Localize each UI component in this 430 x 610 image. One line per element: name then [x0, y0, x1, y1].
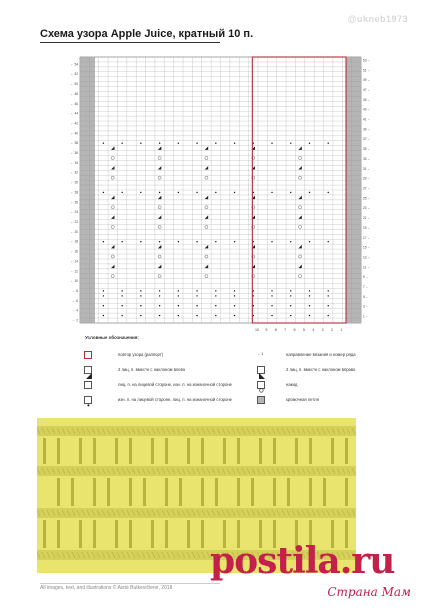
legend-label-knit: лиц. п. на лицевой стороне, изн. п. на изнаночной стороне: [118, 382, 232, 387]
purl-dot: [328, 241, 329, 242]
purl-dot: [215, 192, 216, 193]
lace-column: [201, 520, 204, 548]
purl-dot: [121, 290, 122, 291]
lace-column: [43, 520, 46, 548]
lace-column: [273, 438, 276, 464]
row-label-right: 53 ←: [363, 58, 371, 63]
row-label-left: ← 54: [70, 62, 78, 67]
purl-dot: [178, 290, 179, 291]
copyright-footer: All images, text, and illustrations © Aistė Butkevičienė, 2018: [40, 585, 173, 591]
row-label-left: ← 16: [70, 249, 78, 254]
dot-cell-icon: [84, 396, 92, 404]
purl-dot: [328, 315, 329, 316]
purl-dot: [103, 241, 104, 242]
site-logo: [210, 540, 415, 602]
purl-dot: [234, 295, 235, 296]
logo-wordmark: postila.ru: [210, 540, 395, 582]
column-label: 1: [340, 328, 343, 332]
purl-dot: [215, 143, 216, 144]
lace-column: [179, 478, 182, 506]
purl-dot: [271, 295, 272, 296]
lace-column: [201, 438, 204, 464]
purl-dot: [121, 295, 122, 296]
purl-dot: [178, 143, 179, 144]
column-label: 5: [302, 328, 305, 332]
column-label: 2: [330, 328, 333, 332]
row-label-left: ← 40: [70, 131, 78, 136]
row-label-left: ← 52: [70, 72, 78, 77]
row-label-left: ← 48: [70, 91, 78, 96]
page-title: Схема узора Apple Juice, кратный 10 п.: [40, 28, 254, 40]
row-label-left: ← 2: [72, 318, 78, 323]
row-label-left: ← 36: [70, 151, 78, 156]
purl-dot: [309, 315, 310, 316]
row-label-left: ← 32: [70, 170, 78, 175]
row-label-left: ← 18: [70, 239, 78, 244]
lace-column: [323, 478, 326, 506]
row-label-right: 37 ←: [363, 137, 371, 142]
row-label-left: ← 6: [72, 298, 78, 303]
row-label-right: 11 ←: [363, 265, 371, 270]
row-label-left: ← 30: [70, 180, 78, 185]
purl-dot: [196, 290, 197, 291]
purl-dot: [159, 241, 160, 242]
purl-dot: [271, 315, 272, 316]
row-label-right: 7 ←: [363, 285, 369, 290]
edge-stitch-icon: [257, 396, 265, 404]
purl-dot: [271, 143, 272, 144]
purl-dot: [178, 295, 179, 296]
purl-dot: [309, 241, 310, 242]
lace-column: [259, 438, 262, 464]
purl-dot: [215, 305, 216, 306]
lace-column: [187, 520, 190, 548]
row-label-right: 49 ←: [363, 78, 371, 83]
logo-subtitle: Страна Мам: [327, 585, 411, 599]
row-label-right: 9 ←: [363, 275, 369, 280]
lace-column: [237, 438, 240, 464]
column-label: 6: [293, 328, 296, 332]
row-label-left: ← 4: [72, 308, 78, 313]
purl-dot: [140, 295, 141, 296]
legend-label-direction: направление вязания и номер ряда: [286, 352, 356, 357]
lace-column: [151, 520, 154, 548]
legend-label-yarn-over: накид: [286, 382, 298, 387]
lace-column: [165, 478, 168, 506]
purl-dot: [103, 315, 104, 316]
row-label-right: 5 ←: [363, 294, 369, 299]
purl-dot: [234, 241, 235, 242]
legend-label-edge: кромочная петля: [286, 397, 319, 402]
row-label-right: 31 ←: [363, 166, 371, 171]
row-label-right: 47 ←: [363, 87, 371, 92]
purl-dot: [309, 295, 310, 296]
row-label-left: ← 50: [70, 82, 78, 87]
row-label-right: 17 ←: [363, 235, 371, 240]
row-label-left: ← 44: [70, 111, 78, 116]
k2tog-left-icon: [84, 366, 92, 374]
purl-dot: [178, 241, 179, 242]
purl-dot: [215, 295, 216, 296]
row-label-right: 13 ←: [363, 255, 371, 260]
row-label-left: ← 8: [72, 288, 78, 293]
purl-dot: [103, 295, 104, 296]
direction-arrow-icon: ←1: [257, 351, 264, 356]
row-label-left: ← 20: [70, 229, 78, 234]
column-label: 4: [312, 328, 315, 332]
lace-column: [309, 438, 312, 464]
lace-column: [129, 438, 132, 464]
lace-column: [143, 478, 146, 506]
lace-column: [93, 438, 96, 464]
purl-dot: [121, 192, 122, 193]
column-label: 7: [284, 328, 287, 332]
purl-dot: [103, 192, 104, 193]
legend-label-k2tog-left: 2 лиц. п. вместе с наклоном влево: [118, 367, 186, 372]
row-label-right: 19 ←: [363, 225, 371, 230]
purl-dot: [159, 143, 160, 144]
purl-dot: [140, 315, 141, 316]
purl-dot: [103, 305, 104, 306]
purl-dot: [309, 143, 310, 144]
purl-dot: [328, 143, 329, 144]
row-label-right: 35 ←: [363, 147, 371, 152]
purl-dot: [178, 315, 179, 316]
purl-dot: [121, 305, 122, 306]
row-label-right: 51 ←: [363, 68, 371, 73]
purl-dot: [215, 315, 216, 316]
row-label-left: ← 26: [70, 200, 78, 205]
purl-dot: [196, 295, 197, 296]
lace-column: [287, 478, 290, 506]
purl-dot: [290, 241, 291, 242]
purl-dot: [196, 192, 197, 193]
purl-dot: [234, 290, 235, 291]
lace-column: [129, 520, 132, 548]
row-label-left: ← 22: [70, 220, 78, 225]
row-label-right: 33 ←: [363, 156, 371, 161]
purl-dot: [140, 241, 141, 242]
lace-column: [107, 478, 110, 506]
purl-dot: [103, 290, 104, 291]
row-label-left: ← 46: [70, 101, 78, 106]
purl-dot: [159, 290, 160, 291]
purl-dot: [234, 305, 235, 306]
lace-column: [237, 478, 240, 506]
lace-column: [71, 478, 74, 506]
purl-dot: [178, 192, 179, 193]
row-label-left: ← 24: [70, 210, 78, 215]
lace-column: [251, 478, 254, 506]
lace-column: [57, 438, 60, 464]
purl-dot: [234, 192, 235, 193]
row-label-right: 39 ←: [363, 127, 371, 132]
row-label-right: 27 ←: [363, 186, 371, 191]
purl-dot: [178, 305, 179, 306]
purl-dot: [309, 290, 310, 291]
purl-dot: [140, 192, 141, 193]
repeat-box-icon: [84, 351, 92, 359]
lace-column: [79, 438, 82, 464]
lace-column: [115, 520, 118, 548]
lace-column: [79, 520, 82, 548]
row-label-left: ← 38: [70, 141, 78, 146]
purl-dot: [309, 305, 310, 306]
lace-column: [295, 438, 298, 464]
row-label-left: ← 10: [70, 279, 78, 284]
purl-dot: [290, 192, 291, 193]
purl-dot: [328, 295, 329, 296]
column-label: 10: [255, 328, 260, 332]
k2tog-right-icon: [257, 366, 265, 374]
purl-dot: [196, 315, 197, 316]
purl-dot: [159, 305, 160, 306]
purl-dot: [271, 305, 272, 306]
row-label-left: ← 42: [70, 121, 78, 126]
purl-dot: [159, 192, 160, 193]
column-label: 3: [321, 328, 324, 332]
purl-dot: [234, 315, 235, 316]
row-label-left: ← 28: [70, 190, 78, 195]
purl-dot: [234, 143, 235, 144]
purl-dot: [196, 143, 197, 144]
purl-dot: [121, 315, 122, 316]
row-label-right: 45 ←: [363, 97, 371, 102]
purl-dot: [215, 241, 216, 242]
purl-dot: [196, 305, 197, 306]
lace-column: [93, 520, 96, 548]
purl-dot: [196, 241, 197, 242]
lace-column: [273, 478, 276, 506]
purl-dot: [290, 290, 291, 291]
lace-column: [165, 520, 168, 548]
purl-dot: [121, 143, 122, 144]
footer-divider: [40, 583, 220, 584]
lace-column: [151, 438, 154, 464]
lace-column: [93, 478, 96, 506]
row-label-right: 3 ←: [363, 304, 369, 309]
purl-dot: [328, 192, 329, 193]
lace-column: [331, 438, 334, 464]
empty-cell-icon: [84, 381, 92, 389]
purl-dot: [121, 241, 122, 242]
purl-dot: [103, 143, 104, 144]
purl-dot: [328, 305, 329, 306]
purl-dot: [290, 295, 291, 296]
row-label-right: 21 ←: [363, 216, 371, 221]
watermark-handle: @ukneb1973: [347, 14, 408, 24]
legend-label-repeat: повтор узора (раппорт): [118, 352, 164, 357]
row-label-left: ← 34: [70, 160, 78, 165]
purl-dot: [215, 290, 216, 291]
purl-dot: [271, 241, 272, 242]
row-label-left: ← 12: [70, 269, 78, 274]
yarn-over-icon: [257, 381, 265, 389]
lace-column: [215, 478, 218, 506]
purl-dot: [271, 192, 272, 193]
lace-column: [345, 438, 348, 464]
purl-dot: [290, 305, 291, 306]
row-label-right: 25 ←: [363, 196, 371, 201]
row-label-left: ← 14: [70, 259, 78, 264]
lace-column: [129, 478, 132, 506]
lace-column: [115, 438, 118, 464]
lace-column: [165, 438, 168, 464]
legend-label-purl: изн. п. на лицевой стороне, лиц. п. на изнаночной стороне: [118, 397, 232, 402]
purl-dot: [140, 290, 141, 291]
row-label-right: 1 ←: [363, 314, 369, 319]
legend-label-k2tog-right: 2 лиц. п. вместе с наклоном вправо: [286, 367, 356, 372]
row-label-right: 15 ←: [363, 245, 371, 250]
purl-dot: [290, 315, 291, 316]
column-label: 9: [265, 328, 268, 332]
lace-column: [223, 438, 226, 464]
legend-title: Условные обозначения:: [85, 335, 139, 340]
column-label: 8: [274, 328, 277, 332]
purl-dot: [328, 290, 329, 291]
lace-column: [57, 520, 60, 548]
row-label-right: 23 ←: [363, 206, 371, 211]
purl-dot: [309, 192, 310, 193]
purl-dot: [271, 290, 272, 291]
purl-dot: [159, 295, 160, 296]
row-label-right: 41 ←: [363, 117, 371, 122]
row-label-right: 29 ←: [363, 176, 371, 181]
lace-column: [345, 478, 348, 506]
lace-column: [57, 478, 60, 506]
purl-dot: [159, 315, 160, 316]
purl-dot: [140, 143, 141, 144]
row-label-right: 43 ←: [363, 107, 371, 112]
lace-column: [201, 478, 204, 506]
lace-column: [309, 478, 312, 506]
purl-dot: [140, 305, 141, 306]
lace-column: [187, 438, 190, 464]
lace-column: [43, 438, 46, 464]
purl-dot: [290, 143, 291, 144]
